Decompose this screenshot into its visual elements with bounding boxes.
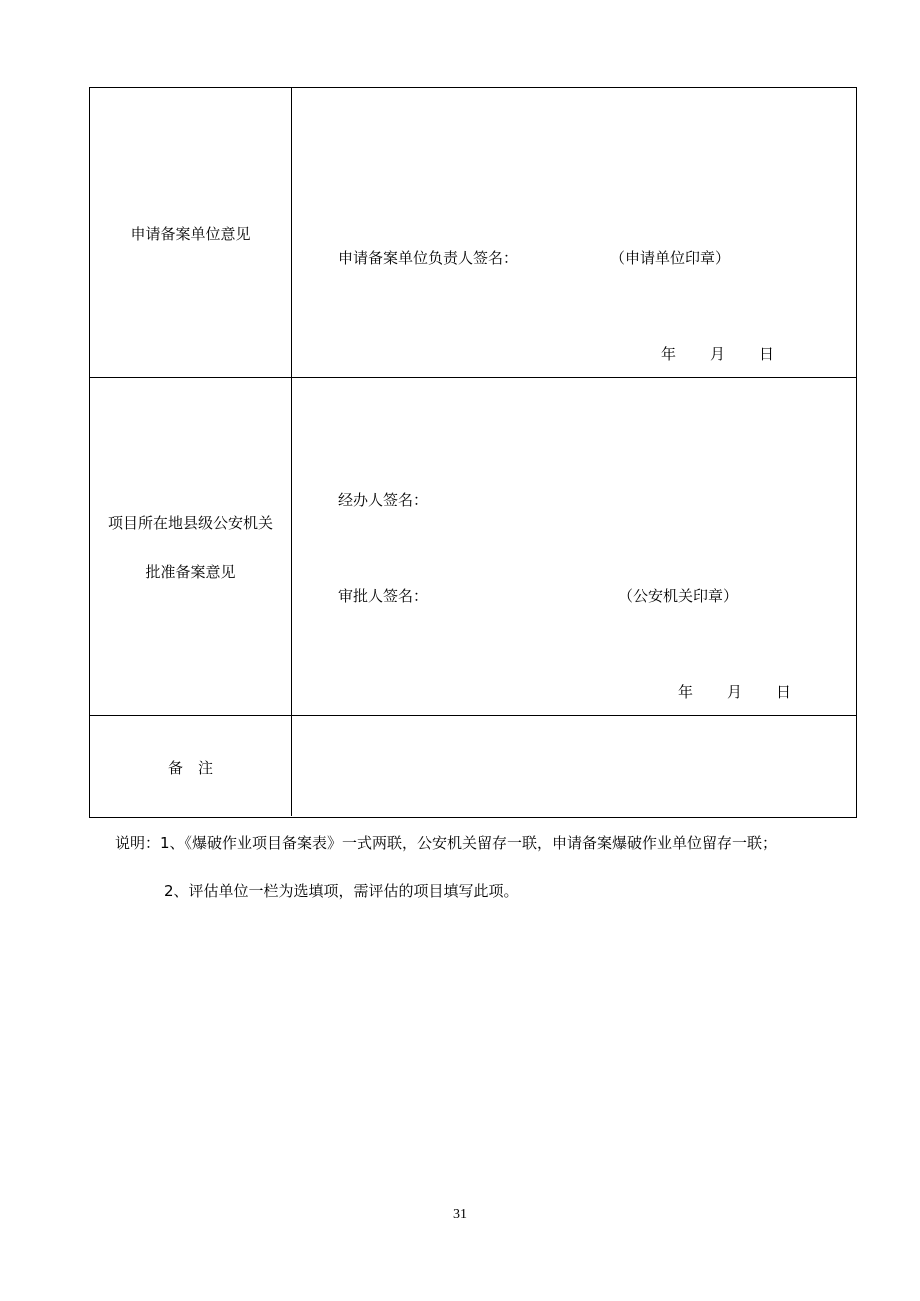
remarks-content-cell[interactable] <box>292 716 856 816</box>
remarks-row <box>90 716 856 816</box>
police-date-year: 年 <box>678 683 694 701</box>
approver-signature-label: 审批人签名： <box>338 587 429 605</box>
notes-line-2: 2、评估单位一栏为选填项，需评估的项目填写此项。 <box>164 882 519 900</box>
filing-form-table <box>89 87 857 818</box>
police-approval-label-cell <box>90 378 292 715</box>
applicant-signature-label: 申请备案单位负责人签名： <box>338 249 519 267</box>
applicant-seal-label: （申请单位印章） <box>610 249 731 267</box>
police-seal-label: （公安机关印章） <box>618 587 739 605</box>
notes-line-1: 说明：1、《爆破作业项目备案表》一式两联，公安机关留存一联，申请备案爆破作业单位留存一联； <box>115 834 778 852</box>
applicant-opinion-content-cell[interactable] <box>292 88 856 377</box>
remarks-label: 备 注 <box>167 759 213 777</box>
applicant-date-month: 月 <box>710 345 726 363</box>
police-approval-row <box>90 378 856 716</box>
police-approval-content-cell[interactable] <box>292 378 856 715</box>
handler-signature-label: 经办人签名： <box>338 491 429 509</box>
remarks-label-cell <box>90 716 292 816</box>
applicant-opinion-label-cell <box>90 88 292 377</box>
applicant-date-day: 日 <box>759 345 775 363</box>
applicant-opinion-row <box>90 88 856 378</box>
police-date-month: 月 <box>727 683 743 701</box>
applicant-opinion-label: 申请备案单位意见 <box>130 225 251 243</box>
police-date-day: 日 <box>776 683 792 701</box>
applicant-date-year: 年 <box>661 345 677 363</box>
police-approval-label-line2: 批准备案意见 <box>145 563 236 581</box>
police-approval-label-line1: 项目所在地县级公安机关 <box>107 514 273 532</box>
page-number: 31 <box>453 1207 467 1222</box>
